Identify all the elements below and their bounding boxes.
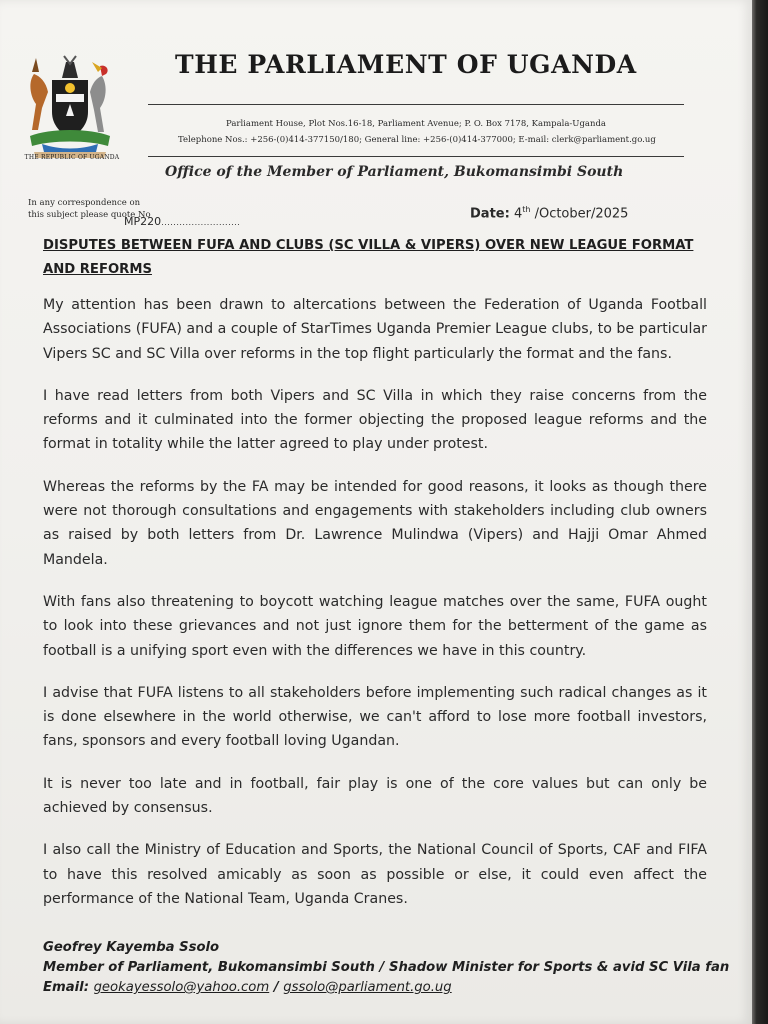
address-line: Parliament House, Plot Nos.16-18, Parliament Avenue; P. O. Box 7178, Kampala-Uganda — [226, 119, 606, 129]
date-label: Date: — [470, 206, 510, 222]
date-day: 4 — [513, 206, 523, 222]
email-link-parliament[interactable]: gssolo@parliament.go.ug — [283, 980, 452, 995]
letter-body — [43, 293, 707, 929]
crest-caption: THE REPUBLIC OF UGANDA — [24, 154, 120, 161]
signature-block — [43, 938, 729, 998]
date-day-suffix: th — [522, 205, 531, 214]
office-line: Office of the Member of Parliament, Bukomansimbi South — [165, 164, 624, 180]
letter-heading: DISPUTES BETWEEN FUFA AND CLUBS (SC VILLA & VIPERS) OVER NEW LEAGUE FORMAT AND REFORMS — [43, 238, 694, 277]
top-rule — [148, 104, 684, 105]
email-label: Email: — [43, 980, 89, 995]
signatory-title: Member of Parliament, Bukomansimbi South / Shadow Minister for Sports & avid SC Vila fan — [43, 960, 730, 975]
reference-note-line2: this subject please quote No — [28, 210, 151, 220]
bottom-rule — [148, 156, 684, 157]
paragraph-2: I have read letters from both Vipers and SC Villa in which they raise concerns from the reforms and it culminated into the former objecting the proposed league reforms and the format in totality while the latter agreed to play under protest. — [43, 387, 707, 453]
date-rest: /October/2025 — [534, 206, 629, 222]
reference-number: MP220.......................... — [124, 215, 241, 228]
contact-line: Telephone Nos.: +256-(0)414-377150/180; General line: +256-(0)414-377000; E-mail: clerk@parliament.go.ug — [178, 135, 656, 145]
paragraph-5: I advise that FUFA listens to all stakeholders before implementing such radical changes as it is done elsewhere in the world otherwise, we can't afford to lose more football investors, fans, sponsors and every football loving Ugandan. — [43, 684, 707, 750]
signatory-name: Geofrey Kayemba Ssolo — [43, 940, 220, 955]
paragraph-6: It is never too late and in football, fair play is one of the core values but can only be achieved by consensus. — [43, 775, 707, 817]
letter-date — [470, 205, 628, 221]
reference-number-value: MP220 — [124, 215, 162, 228]
email-link-yahoo[interactable]: geokayessolo@yahoo.com — [93, 980, 270, 995]
signatory-email-row — [43, 978, 729, 998]
parliament-title: THE PARLIAMENT OF UGANDA — [175, 50, 637, 79]
paragraph-4: With fans also threatening to boycott watching league matches over the same, FUFA ought to look into these grievances and not just ignore them for the betterment of the game as football is a unifying sport even with the differences we have in this country. — [43, 593, 707, 659]
coat-of-arms-icon — [22, 52, 118, 164]
paragraph-3: Whereas the reforms by the FA may be intended for good reasons, it looks as though there were not thorough consultations and engagements with stakeholders including club owners as raised by both letters from Dr. Lawrence Mulindwa (Vipers) and Hajji Omar Ahmed Mandela. — [43, 478, 707, 568]
paragraph-7: I also call the Ministry of Education and Sports, the National Council of Sports, CAF and FIFA to have this resolved amicably as soon as possible or else, it could even affect the performance of the National Team, Uganda Cranes. — [43, 842, 707, 907]
email-separator: / — [273, 980, 279, 995]
paragraph-1: My attention has been drawn to altercations between the Federation of Uganda Football Associations (FUFA) and a couple of StarTimes Uganda Premier League clubs, to be particular Vipers SC and SC Villa over reforms in the top flight particularly the format and the fans. — [43, 297, 707, 362]
reference-note-line1: In any correspondence on — [28, 198, 141, 208]
